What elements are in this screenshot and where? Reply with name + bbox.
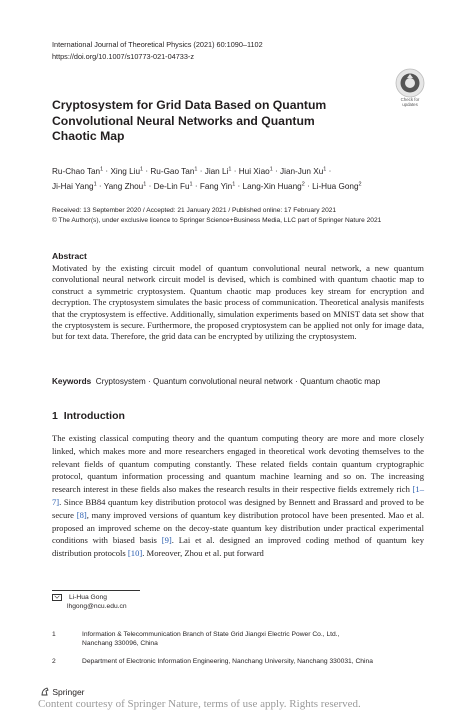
author-separator: · [96, 181, 104, 191]
copyright-notice: © The Author(s), under exclusive licence to Springer Science+Business Media, LLC part of Springer Nature 2021 [52, 216, 382, 224]
author-affiliation-marker: 1 [269, 166, 273, 172]
author-affiliation-marker: 1 [100, 166, 104, 172]
author-affiliation-marker: 1 [143, 181, 147, 188]
author-affiliation-marker: 1 [228, 166, 232, 172]
affiliation-number: 2 [52, 658, 56, 665]
envelope-icon [52, 594, 62, 601]
intro-text: . Since BB84 quantum key distribution protocol was designed by Bennett and Brassard and proved to be secure [52, 496, 424, 520]
correspondence [52, 593, 127, 611]
intro-text: , many improved versions of quantum key distribution protocol have been presented. Mao et al. proposed an improved scheme on the decoy-state quantum key distribution under practical experimental conditions with biased basis [52, 509, 424, 546]
affiliation-text: Department of Electronic Information Engineering, Nanchang University, Nanchang 330031, China [82, 658, 373, 665]
courtesy-watermark: Content courtesy of Springer Nature, terms of use apply. Rights reserved. [38, 698, 361, 710]
citation-link[interactable]: [8] [76, 509, 87, 520]
author-list [52, 163, 432, 193]
author-affiliation-marker: 1 [194, 166, 198, 172]
author-affiliation-marker: 1 [140, 166, 144, 172]
affiliation-2 [52, 657, 452, 669]
author-separator: · [231, 166, 239, 176]
author-name[interactable]: Hui Xiao$^1$ [238, 166, 273, 176]
check-for-updates-icon[interactable] [395, 68, 425, 98]
updates-label-line1: Check for [400, 97, 420, 102]
author-name[interactable]: Jian Li$^1$ [204, 166, 232, 176]
author-name[interactable]: Yang Zhou$^1$ [103, 181, 147, 191]
corresponding-author: Li-Hua Gong [69, 594, 107, 601]
author-separator: · [304, 181, 313, 191]
journal-citation: International Journal of Theoretical Physics (2021) 60:1090–1102 [52, 40, 263, 49]
intro-text: . Lai et al. designed an improved coding method of quantum key distribution protocols [52, 535, 425, 559]
author-name[interactable]: Ji-Hai Yang$^1$ [52, 181, 97, 191]
history-dates: Received: 13 September 2020 / Accepted: 21 January 2021 / Published online: 17 February 2021 [52, 207, 337, 214]
intro-text: . Moreover, Zhou et al. put forward [142, 548, 264, 559]
abstract-text: Motivated by the existing circuit model of quantum convolutional neural network, a new quantum convolutional neural network circuit model is devised, which is combined with quantum chaotic map to construct a symmetric cryptosystem. Quantum chaotic map produces key stream for encryption and decryption. The cryptosystem simulates the basic process of communication. Theoretical analysis manifests that the cryptosystem is effective. Additionally, simulation experiments based on MNIST data set show that the cryptosystem is secure. Furthermore, the proposed cryptosystem can be applied not only for image data, but for text data. Therefore, the grid data can be encrypted by utilizing the cryptosystem. [52, 263, 424, 342]
journal-header [52, 39, 263, 63]
section-heading [52, 410, 125, 422]
citation-link[interactable]: [9] [161, 535, 172, 546]
author-name[interactable]: De-Lin Fu$^1$ [153, 181, 193, 191]
affiliation-1 [52, 630, 432, 652]
intro-paragraph [52, 432, 424, 560]
author-affiliation-marker: 1 [93, 181, 97, 188]
author-separator: · [326, 166, 332, 176]
affiliation-line: Nanchang 330096, China [82, 640, 158, 647]
author-name[interactable]: Fang Yin$^1$ [199, 181, 236, 191]
author-affiliation-marker: 1 [232, 181, 236, 188]
author-separator: · [197, 166, 205, 176]
author-affiliation-marker: 2 [301, 181, 305, 188]
springer-horse-icon [40, 686, 50, 696]
author-line-1 [52, 163, 432, 178]
author-line-2 [52, 178, 432, 193]
author-separator: · [146, 181, 154, 191]
affiliation-number: 1 [52, 631, 56, 638]
author-separator: · [235, 181, 243, 191]
keywords-text: Cryptosystem · Quantum convolutional neural network · Quantum chaotic map [95, 377, 381, 386]
check-for-updates-label [388, 97, 432, 107]
author-affiliation-marker: 1 [189, 181, 193, 188]
intro-text: The existing classical computing theory and the quantum computing theory are more and more closely linked, which makes more and more researchers engaged in theoretical work devoting themselves to the relevant fields of quantum computing constantly. These related fields contain quantum cryptographic protocol, quantum information processing and quantum machine learning and so on. The increasing research interest in these fields also makes the research results in their respective fields extremely rich [52, 433, 424, 495]
affiliation-text [82, 630, 339, 648]
citation-link[interactable]: [1–7] [52, 484, 424, 507]
author-separator: · [192, 181, 200, 191]
affiliation-line: Information & Telecommunication Branch of State Grid Jiangxi Electric Power Co., Ltd., [82, 631, 340, 638]
abstract-heading: Abstract [52, 251, 87, 261]
keywords [52, 377, 432, 386]
author-name[interactable]: Jian-Jun Xu$^1$ [280, 166, 327, 176]
corresponding-email[interactable]: lhgong@ncu.edu.cn [67, 603, 127, 610]
section-title: Introduction [63, 410, 125, 422]
paper-title: Cryptosystem for Grid Data Based on Quantum Convolutional Neural Networks and Quantum Chaotic Map [52, 98, 327, 144]
updates-label-line2: updates [402, 102, 418, 107]
author-separator: · [103, 166, 111, 176]
doi-link[interactable]: https://doi.org/10.1007/s10773-021-04733-z [52, 52, 194, 61]
keywords-label: Keywords [52, 377, 92, 386]
author-name[interactable]: Li-Hua Gong$^2$ [312, 181, 362, 191]
author-name[interactable]: Ru-Gao Tan$^1$ [150, 166, 198, 176]
author-affiliation-marker: 1 [323, 166, 327, 172]
author-name[interactable]: Xing Liu$^1$ [110, 166, 144, 176]
footnote-divider [52, 590, 140, 591]
publisher-logo [40, 686, 85, 697]
citation-link[interactable]: [10] [127, 548, 143, 559]
author-separator: · [143, 166, 151, 176]
author-name[interactable]: Ru-Chao Tan$^1$ [52, 166, 104, 176]
author-name[interactable]: Lang-Xin Huang$^2$ [242, 181, 305, 191]
section-number: 1 [52, 410, 58, 422]
author-separator: · [272, 166, 281, 176]
author-affiliation-marker: 2 [358, 181, 362, 188]
publisher-name: Springer [52, 687, 85, 697]
publication-dates [52, 206, 381, 225]
